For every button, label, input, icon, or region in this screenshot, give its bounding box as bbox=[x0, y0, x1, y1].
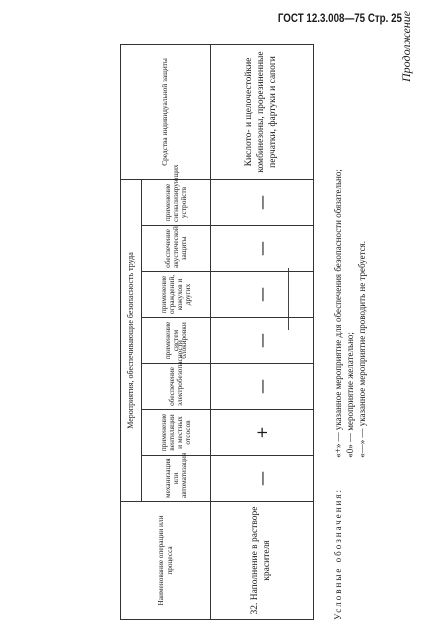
mark-cell: — bbox=[211, 318, 314, 364]
header-measures-group: Мероприятия, обеспечивающие безопасность труда bbox=[121, 179, 142, 501]
legend-item: «—» — указанное мероприятие проводить не требуется. bbox=[357, 240, 368, 458]
subheader-acoustic: обеспечение акустической защиты bbox=[142, 226, 211, 272]
subheader-signaling: применение сигнализирующих устройств bbox=[142, 179, 211, 225]
mark-cell: — bbox=[211, 272, 314, 318]
mark-cell: + bbox=[211, 410, 314, 456]
ppe-cell: Кислото- и щелочестойкие комбинезоны, прорезиненные перчатки, фартуки и сапоги bbox=[211, 44, 314, 179]
mark-cell: — bbox=[211, 364, 314, 410]
legend bbox=[332, 45, 368, 620]
safety-measures-table bbox=[120, 44, 314, 620]
legend-items bbox=[332, 169, 368, 458]
mark-cell: — bbox=[211, 456, 314, 502]
rotated-content bbox=[120, 45, 392, 620]
mark-cell: — bbox=[211, 226, 314, 272]
subheader-interlocks: применение систем блокировки bbox=[142, 318, 211, 364]
subheader-guards: применение ограждений, кожухов и других bbox=[142, 272, 211, 318]
header-operation: Наименование операции или процесса bbox=[121, 502, 211, 620]
legend-item: «0» — мероприятие желательно; bbox=[345, 332, 356, 458]
legend-item: «+» — указанное мероприятие для обеспечения безопасности обязательно; bbox=[333, 169, 343, 458]
subheader-electrical-safety: обеспечение электробезопасности bbox=[142, 364, 211, 410]
mark-cell: — bbox=[211, 179, 314, 225]
header-ppe: Средства индивидуальной защиты bbox=[121, 44, 211, 179]
page-header: ГОСТ 12.3.008—75 Стр. 25 bbox=[277, 13, 402, 25]
operation-cell: 32. Наполнение в растворе красителя bbox=[211, 502, 314, 620]
table-header-row bbox=[121, 44, 142, 619]
table-row bbox=[211, 44, 314, 619]
subheader-mechanization: механизация или автоматизация bbox=[142, 456, 211, 502]
continuation-label: Продолжение bbox=[399, 10, 413, 82]
subheader-ventilation: применение вентиляции и местных отсосов bbox=[142, 410, 211, 456]
legend-title: Условные обозначения: bbox=[333, 487, 343, 620]
